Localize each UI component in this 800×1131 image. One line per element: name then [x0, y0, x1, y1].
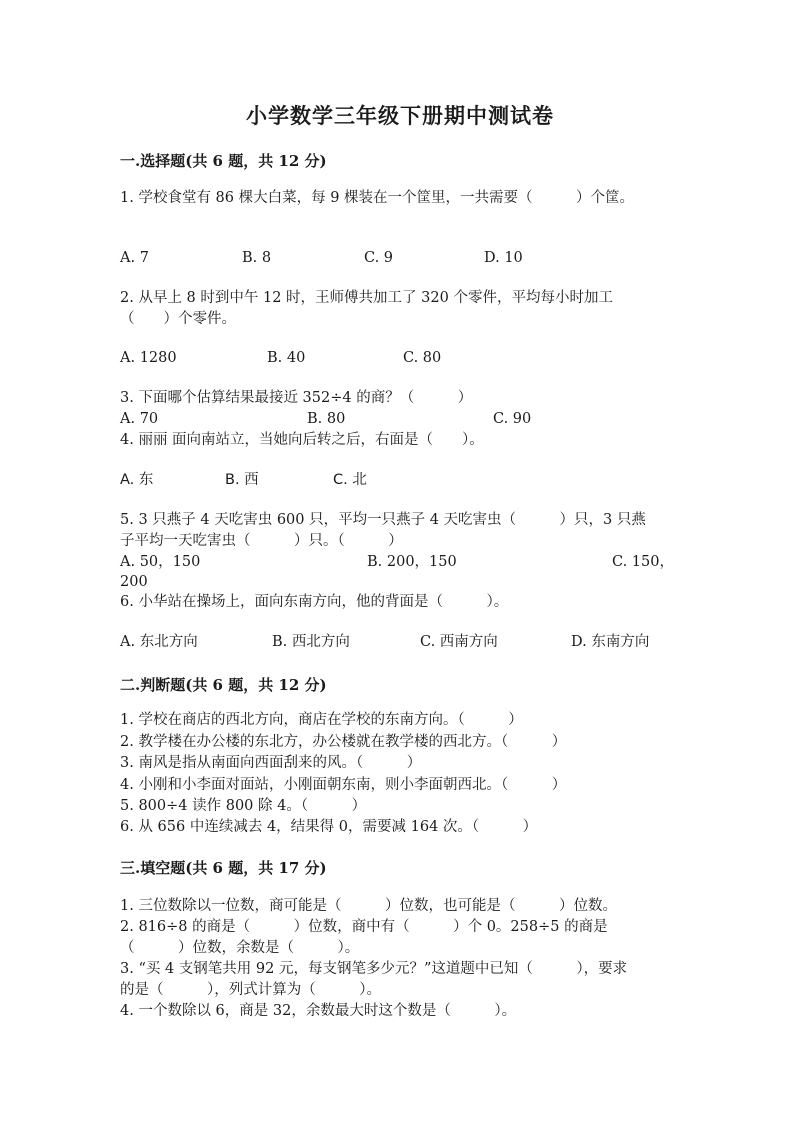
question-stem: 2. 从早上 8 时到中午 12 时，王师傅共加工了 320 个零件，平均每小时加工 [120, 290, 613, 306]
option-b: B. 8 [242, 250, 272, 266]
fill-item: 2. 816÷8 的商是（ ）位数，商中有（ ）个 0。258÷5 的商是 [120, 919, 608, 935]
judge-item: 6. 从 656 中连续减去 4，结果得 0，需要减 164 次。（ ） [120, 819, 538, 835]
fill-item: 1. 三位数除以一位数，商可能是（ ）位数，也可能是（ ）位数。 [120, 898, 617, 914]
option-a: A. 东北方向 [120, 634, 198, 650]
question-stem: 1. 学校食堂有 86 棵大白菜，每 9 棵装在一个筐里，一共需要（ ）个筐。 [120, 190, 635, 206]
option-c: C. 9 [364, 250, 394, 266]
option-c: C. 80 [403, 350, 442, 366]
judge-item: 1. 学校在商店的西北方向，商店在学校的东南方向。（ ） [120, 712, 523, 728]
option-c: C. 90 [493, 411, 532, 427]
option-a: A. 70 [120, 411, 159, 427]
question-stem: 6. 小华站在操场上，面向东南方向，他的背面是（ ）。 [120, 594, 509, 610]
question-stem: 4. 丽丽 面向南站立，当她向后转之后，右面是（ ）。 [120, 432, 484, 448]
option-a: A. 东 [120, 472, 154, 488]
judge-item: 4. 小刚和小李面对面站，小刚面朝东南，则小李面朝西北。（ ） [120, 777, 567, 793]
option-c: C. 西南方向 [420, 634, 498, 650]
option-c-continued: 200 [120, 574, 148, 590]
question-stem-continued: 子平均一天吃害虫（ ）只。（ ） [120, 533, 403, 549]
judge-item: 3. 南风是指从南面向西面刮来的风。（ ） [120, 755, 422, 771]
section-heading-judge: 二.判断题(共 6 题，共 12 分) [120, 676, 327, 694]
question-stem: 5. 3 只燕子 4 天吃害虫 600 只，平均一只燕子 4 天吃害虫（ ）只，3 只燕 [120, 512, 646, 528]
option-b: B. 西 [225, 472, 259, 488]
judge-item: 2. 教学楼在办公楼的东北方，办公楼就在教学楼的西北方。（ ） [120, 734, 567, 750]
option-b: B. 80 [307, 411, 346, 427]
fill-item-continued: （ ）位数，余数是（ ）。 [120, 940, 360, 956]
option-a: A. 1280 [120, 350, 177, 366]
fill-item: 4. 一个数除以 6，商是 32，余数最大时这个数是（ ）。 [120, 1003, 517, 1019]
fill-item-continued: 的是（ ），列式计算为（ ）。 [120, 982, 381, 998]
option-c: C. 北 [333, 472, 367, 488]
option-c: C. 150， [612, 554, 674, 570]
option-d: D. 10 [484, 250, 523, 266]
question-stem-continued: （ ）个零件。 [120, 311, 236, 327]
option-a: A. 7 [120, 250, 149, 266]
option-b: B. 西北方向 [272, 634, 350, 650]
fill-item: 3. “买 4 支钢笔共用 92 元，每支钢笔多少元？”这道题中已知（ ），要求 [120, 961, 628, 977]
option-b: B. 200，150 [367, 554, 457, 570]
option-b: B. 40 [267, 350, 306, 366]
option-a: A. 50，150 [120, 554, 201, 570]
question-stem: 3. 下面哪个估算结果最接近 352÷4 的商？（ ） [120, 390, 473, 406]
section-heading-fill: 三.填空题(共 6 题，共 17 分) [120, 859, 327, 877]
section-heading-choice: 一.选择题(共 6 题，共 12 分) [120, 152, 327, 170]
option-d: D. 东南方向 [571, 634, 650, 650]
page-title: 小学数学三年级下册期中测试卷 [246, 103, 554, 128]
judge-item: 5. 800÷4 读作 800 除 4。（ ） [120, 798, 367, 814]
